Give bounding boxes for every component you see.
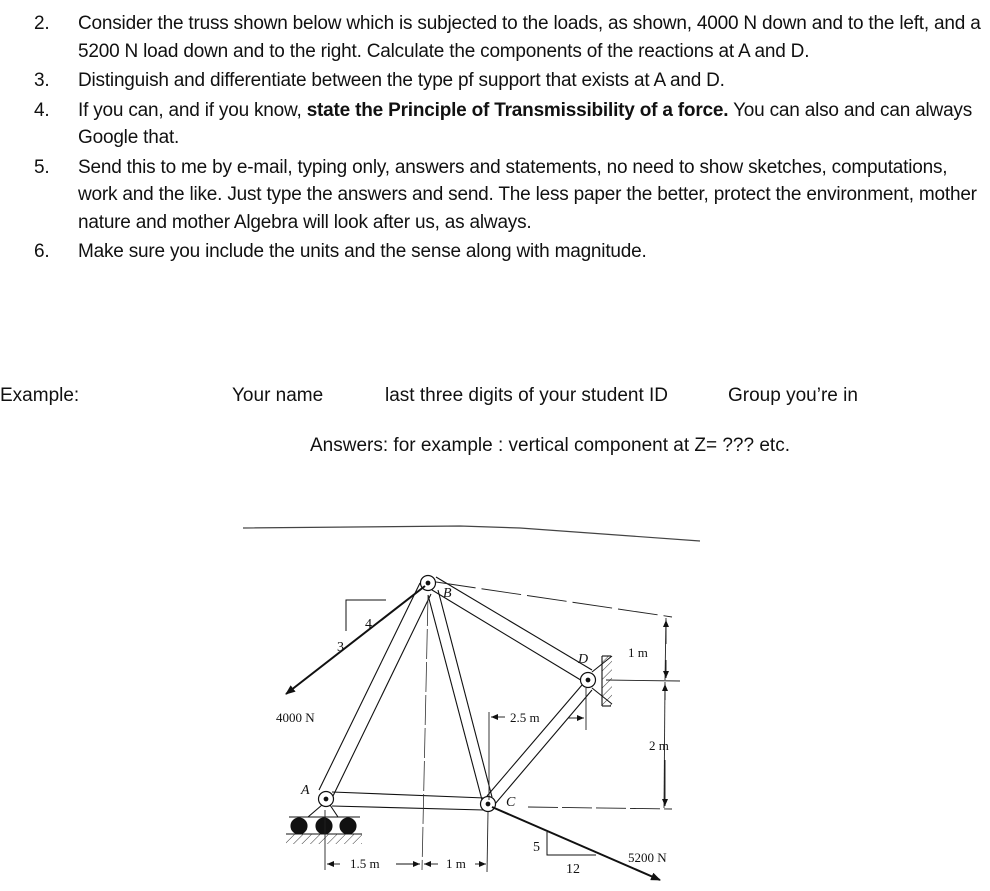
question-5 [34,154,984,237]
question-text: Distinguish and differentiate between the type pf support that exists at A and D. [78,70,725,91]
question-text: Make sure you include the units and the sense along with magnitude. [78,241,647,262]
question-3 [34,67,984,95]
truss-members [319,577,592,810]
example-answers: Answers: for example : vertical component at Z= ??? etc. [310,435,790,456]
label-A: A [301,783,310,798]
question-2 [34,10,984,65]
label-C: C [506,795,516,810]
question-number: 2. [34,13,50,34]
slope-rise-right: 5 [533,840,540,855]
example-name: Your name [232,385,324,406]
dim-1m-horizontal: 1 m [446,856,466,871]
separator-line [243,526,700,541]
load-label-4000n: 4000 N [276,710,315,725]
joint-B [421,576,436,591]
question-number: 5. [34,156,50,178]
question-text: Send this to me by e-mail, typing only, answers and statements, no need to show sketches, computations, work and the like. Just type the answers and send. The less paper the better, protect the environment, mother nature and mother Algebra will look after us, as always. [78,156,977,233]
question-text [78,100,972,149]
dim-2m-vertical: 2 m [649,738,669,753]
support-D [592,656,612,706]
question-text-bold: state the Principle of Transmissibility of a force. [306,99,729,121]
load-label-5200n: 5200 N [628,850,667,865]
load-5200n [492,807,660,880]
joint-C [481,797,496,812]
question-text: Consider the truss shown below which is subjected to the loads, as shown, 4000 N down and to the left, and a 5200 N load down and to the right. Calculate the components of the reactions at A and D. [78,13,981,62]
question-number: 3. [34,70,50,91]
question-list [34,10,984,268]
dim-1-5m: 1.5 m [350,856,380,871]
joint-A [319,792,334,807]
example-label: Example: [0,385,80,406]
joint-D [581,673,596,688]
question-text-plain: If you can, and if you know, [78,99,307,121]
label-D: D [578,652,589,667]
example-group: Group you’re in [728,385,858,406]
question-text-plain: You can also and can always Google that. [78,99,973,148]
dim-2-5m: 2.5 m [510,710,540,725]
label-B: B [443,586,452,601]
support-A [286,805,362,844]
slope-run-left: 4 [365,617,372,632]
slope-run-right: 12 [566,862,580,877]
dimension-lines [325,582,680,872]
example-digits: last three digits of your student ID [385,385,669,406]
question-number: 6. [34,241,50,262]
question-6 [34,238,984,266]
question-4 [34,97,984,152]
load-4000n [286,586,425,694]
slope-rise-left: 3 [337,640,344,655]
question-number: 4. [34,99,50,121]
dim-1m-vertical: 1 m [628,645,648,660]
